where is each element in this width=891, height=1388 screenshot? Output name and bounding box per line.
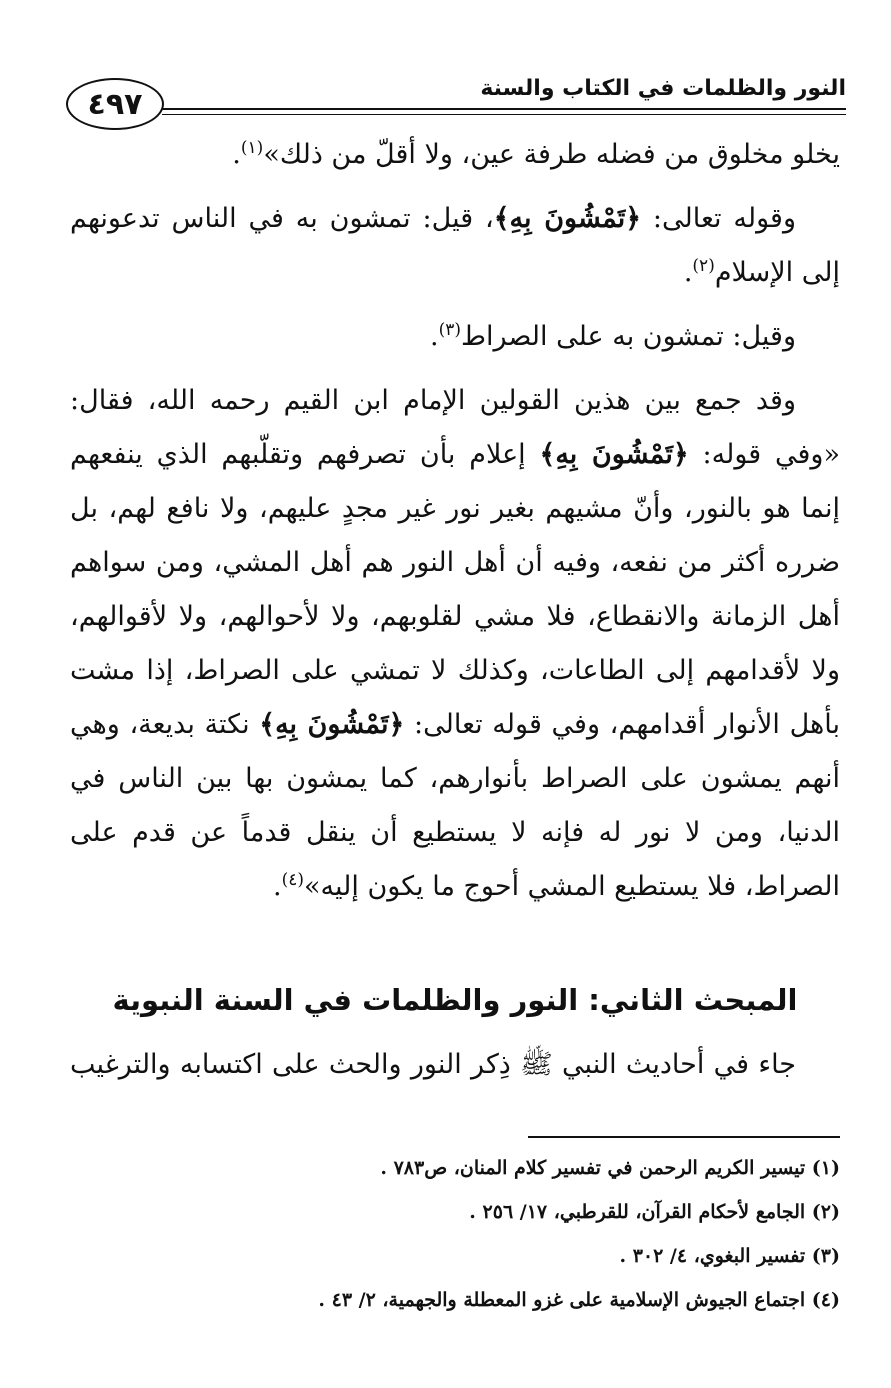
punctuation: . [272, 871, 282, 902]
footnote-2: (٢) الجامع لأحكام القرآن، للقرطبي، ١٧/ ٢٥٦ . [469, 1201, 840, 1223]
footnote-separator [528, 1136, 840, 1138]
quran-quote: ﴿تَمْشُونَ بِهِ﴾ [259, 709, 405, 740]
main-text [70, 128, 840, 914]
paragraph-2 [70, 192, 840, 300]
footnote-ref-4: (٤) [281, 870, 304, 890]
paragraph-text: وقيل: تمشون به على الصراط [460, 321, 796, 352]
punctuation: . [232, 139, 241, 170]
paragraph-text: ، قيل: تمشون به في الناس تدعونهم إلى الإسلام [70, 203, 840, 288]
header-rule [162, 108, 846, 110]
footnote-3: (٣) تفسير البغوي، ٤/ ٣٠٢ . [619, 1245, 840, 1267]
footnotes [70, 1146, 840, 1322]
paragraph-text: نكتة بديعة، وهي أنهم يمشون على الصراط بأنوارهم، كما يمشون بها بين الناس في الدنيا، ومن لا نور له فإنه لا يستطيع أن ينقل قدماً عن قدم على الصراط، فلا يستطيع المشي أحوج ما يكون إليه» [70, 709, 840, 902]
paragraph-text: إعلام بأن تصرفهم وتقلّبهم الذي ينفعهم إنما هو بالنور، وأنّ مشيهم بغير نور غير مجدٍ عليهم، ولا نافع لهم، بل ضرره أكثر من نفعه، وفيه أن أهل النور هم أهل المشي، ومن سواهم أهل الزمانة والانقطاع، فلا مشي لقلوبهم، ولا لأحوالهم، ولا لأقوالهم، ولا لأقدامهم إلى الطاعات، وكذلك لا تمشي على الصراط، إذا مشت بأهل الأنوار أقدامهم، وفي قوله تعالى: [70, 439, 840, 740]
paragraph-text: يخلو مخلوق من فضله طرفة عين، ولا أقلّ من ذلك» [263, 139, 840, 170]
quran-quote: ﴿تَمْشُونَ بِهِ﴾ [539, 439, 689, 470]
paragraph-text: وقوله تعالى: [641, 203, 796, 234]
page-number: ٤٩٧ [87, 86, 143, 122]
punctuation: . [683, 257, 693, 288]
paragraph-4 [70, 374, 840, 914]
page-header [66, 66, 846, 136]
page-number-badge [66, 78, 164, 130]
footnote-ref-2: (٢) [692, 256, 715, 276]
paragraph-3 [70, 310, 840, 364]
footnote-ref-3: (٣) [438, 320, 461, 340]
footnote-4: (٤) اجتماع الجيوش الإسلامية على غزو المعطلة والجهمية، ٢/ ٤٣ . [318, 1289, 840, 1311]
header-rule-thin [162, 114, 846, 115]
quran-quote: ﴿تَمْشُونَ بِهِ﴾ [493, 203, 642, 234]
section-heading: المبحث الثاني: النور والظلمات في السنة النبوية [112, 983, 798, 1017]
paragraph-text: وقد جمع بين هذين القولين الإمام ابن القيم رحمه الله، فقال: «وفي قوله: [70, 385, 840, 470]
punctuation: . [429, 321, 439, 352]
running-title: النور والظلمات في الكتاب والسنة [480, 76, 846, 101]
footnote-ref-1: (١) [240, 138, 264, 158]
section-intro-text: جاء في أحاديث النبي ﷺ ذِكر النور والحث على اكتسابه والترغيب [70, 1049, 796, 1080]
footnote-1: (١) تيسير الكريم الرحمن في تفسير كلام المنان، ص٧٨٣ . [380, 1157, 840, 1179]
paragraph-1 [70, 128, 840, 182]
